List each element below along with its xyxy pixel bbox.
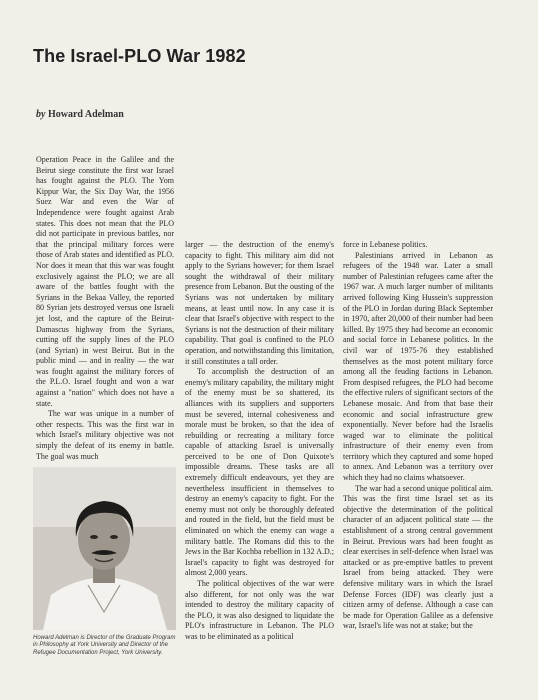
paragraph: The war was unique in a number of other respects. This was the first war in which Israel's military objective was not simply the defeat of its enemy in battle. The goal was much <box>36 409 174 461</box>
paragraph: The war had a second unique political aim. This was the first time Israel set as its objective the determination of the political character of an adjacent political state — the establishment of a strong central government in Beirut. Previous wars had been fought as clear exercises in self-defence when Israel was attacked or as pre-emptive battles to prevent Israel from being attacked. They were defensive military wars in which the Israel Defense Forces (IDF) was clearly just a citizen army of defense. Although a case can be made for Operation Galilee as a defensive war, Israel's life was not at stake; but the <box>343 483 493 631</box>
photo-caption: Howard Adelman is Director of the Graduate Program in Philosophy at York University and Director of the Refugee Documentation Project, York University. <box>33 635 176 656</box>
column-1 <box>36 155 174 461</box>
paragraph: To accomplish the destruction of an enemy's military capability, the military might of the enemy must be so shattered, its alliances with its suppliers and supporters must be severed, internal cohesiveness and morale must be broken, so that the idea of rebuilding or recreating a military force capable of attacking Israel is universally perceived to be one of Don Quixote's impossible dreams. These tasks are all extremely difficult endeavours, yet they are nevertheless insufficient in themselves to destroy an enemy's capacity to fight. For the enemy must not only be thoroughly defeated and routed in the field, but the field must be eliminated on which the enemy can wage a military battle. The Romans did this to the Jews in the Bar Kochba rebellion in 132 A.D.; Israel's capacity to fight was destroyed for almost 2,000 years. <box>185 367 334 578</box>
byline <box>36 109 124 120</box>
paragraph: Palestinians arrived in Lebanon as refugees of the 1948 war. Later a small number of Palestinian refugees came after the 1967 war. A much larger number of militants arrived following King Hussein's suppression of the PLO in Jordan during Black September in 1970, after 20,000 of their number had been killed. By 1975 they had become an economic and social force in Lebanese politics. In the civil war of 1975-76 they established themselves as the most potent military force among all the feuding factions in Lebanon. From despised refugees, the PLO had become the effective rulers of significant sectors of the Lebanese mosaic. And from that base their economic and social infrastructure grew exponentially. Never before had the Israelis waged war to eliminate the political infrastructure of their enemy even from territory which they captured and some hoped to annex. And Lebanon was a territory over which they had no claims whatsoever. <box>343 250 493 483</box>
author-portrait-image <box>33 467 176 630</box>
paragraph: force in Lebanese politics. <box>343 240 428 249</box>
column-3 <box>343 240 493 670</box>
author-name: Howard Adelman <box>47 109 124 120</box>
author-photo <box>33 467 176 630</box>
article-title: The Israel-PLO War 1982 <box>33 46 246 66</box>
column-2 <box>185 240 334 670</box>
byline-prefix: by <box>36 109 46 120</box>
paragraph: larger — the destruction of the enemy's capacity to fight. This military aim did not apply to the Syrians however; for them Israel sought the withdrawal of their military presence from Lebanon. But the ousting of the Syrians was not undertaken by military means, at least until now. In any case it is clear that Israel's objective with respect to the Syrians is not the destruction of their military capability. That goal is confined to the PLO operation, and notwithstanding this limitation, it still constitutes a tall order. <box>185 240 334 366</box>
paragraph: The political objectives of the war were also different, for not only was the war intended to destroy the military capacity of the PLO, it was also designed to liquidate the PLO's infrastructure in Lebanon. The PLO was to be eliminated as a political <box>185 579 334 641</box>
paragraph: Operation Peace in the Galilee and the Beirut siege constitute the first war Israel has fought against the PLO. The Yom Kippur War, the Six Day War, the 1956 Suez War and even the War of Independence were fought against Arab states. This does not mean that the PLO did not participate in previous battles, nor that the principal military forces were those of Arab states and identified as PLO. Nor does it mean that this war was fought exclusively against the PLO; we are all aware of the battles fought with the Syrians in the Bekaa Valley, the reported 80 Syrian jets destroyed versus one Israeli jet lost, and the capture of the Beirut-Damascus highway from the Syrians, cutting off the supply lines of the PLO (and Syrian) in west Beirut. But in the public mind — and in reality — the war was fought against the military forces of the P.L.O. Israel fought and won a war against a "nation" which does not have a state. <box>36 155 174 408</box>
